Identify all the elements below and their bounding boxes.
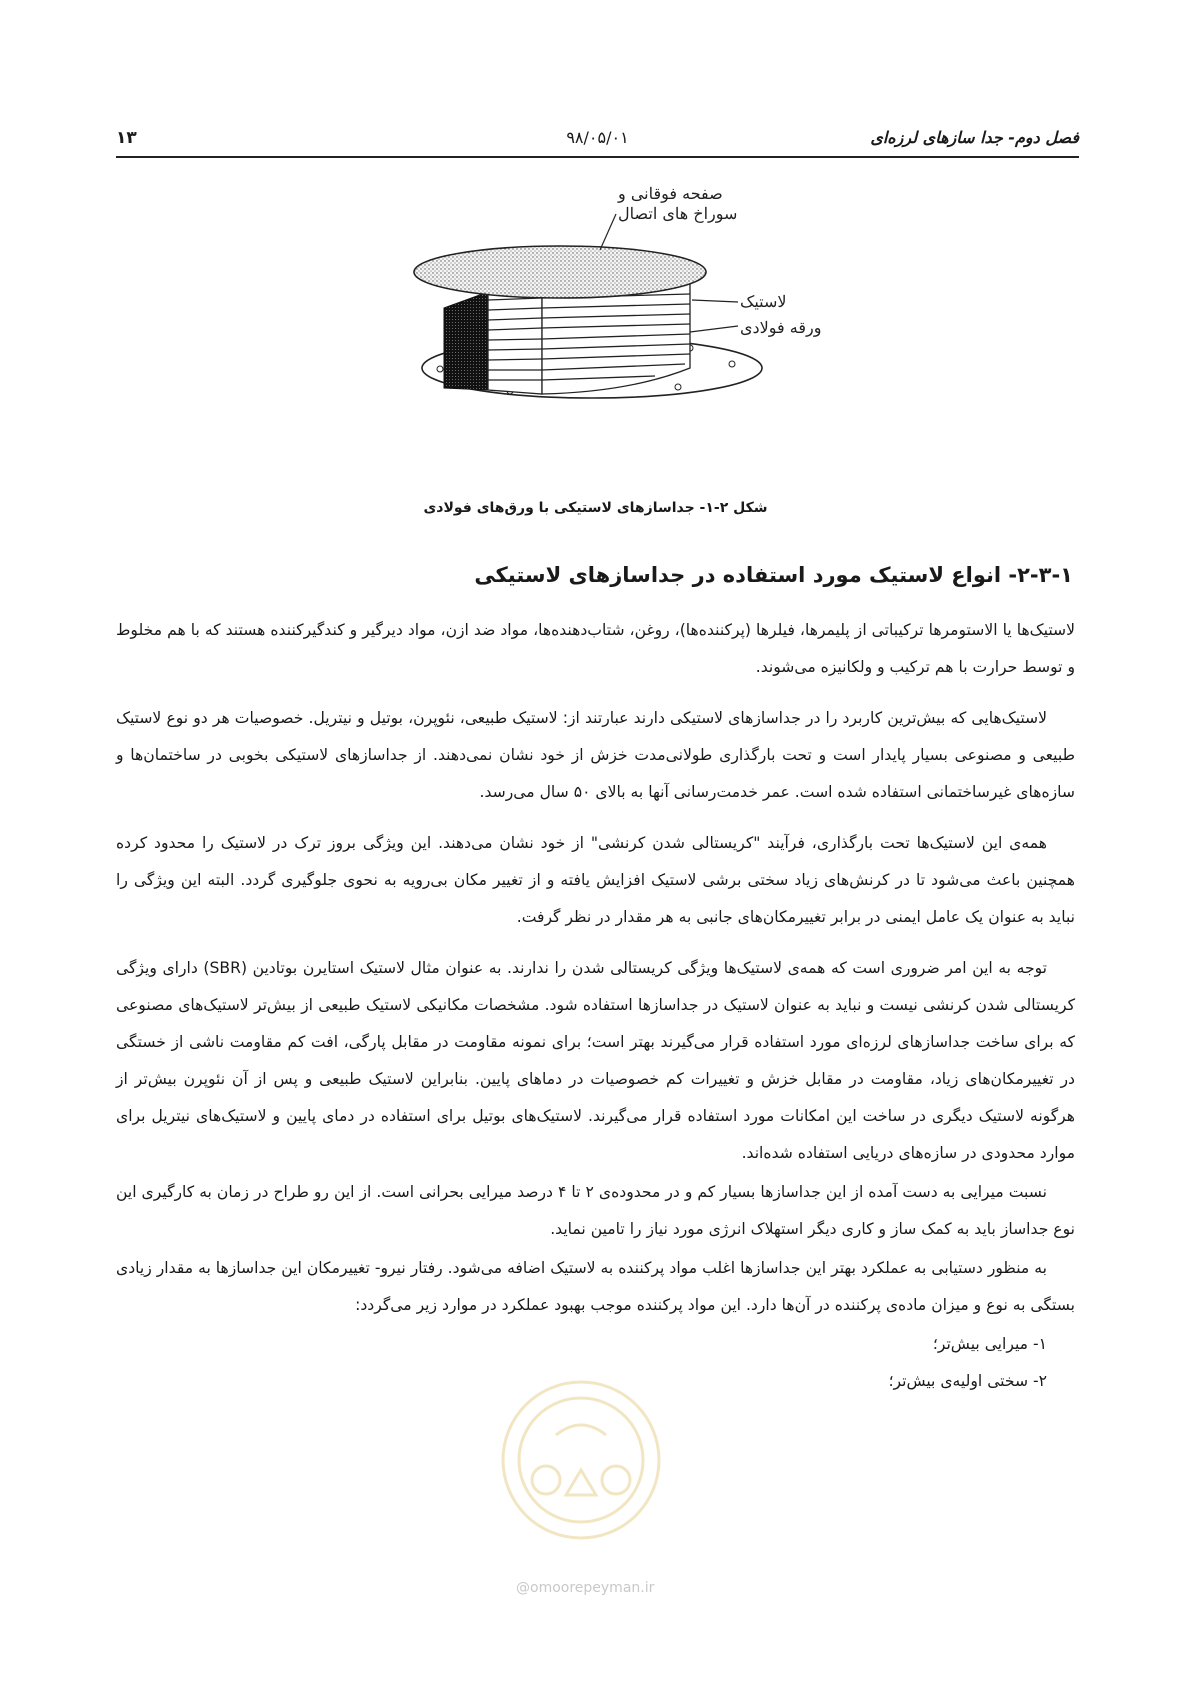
watermark-seal-icon bbox=[496, 1375, 666, 1545]
figure-rubber-isolator bbox=[400, 184, 870, 460]
label-steel: ورقه فولادی bbox=[740, 318, 822, 337]
page-number: ۱۳ bbox=[116, 128, 137, 148]
paragraph: لاستیک‌هایی که بیش‌ترین کاربرد را در جداسازهای لاستیکی دارند عبارتند از: لاستیک طبیعی، نئوپرن، بوتیل و نیتریل. خصوصیات هر دو نوع لاستیک طبیعی و مصنوعی بسیار پایدار است و تحت بارگذاری طولانی‌مدت خزش از خود نشان نمی‌دهند. از جداسازهای لاستیکی بخوبی در ساختمان‌ها و سازه‌های غیرساختمانی استفاده شده است. عمر خدمت‌رسانی آنها به بالای ۵۰ سال می‌رسد. bbox=[116, 709, 1075, 801]
header-rule bbox=[116, 156, 1079, 158]
paragraph: نسبت میرایی به دست آمده از این جداسازها بسیار کم و در محدوده‌ی ۲ تا ۴ درصد میرایی بحرانی است. از این رو طراح در زمان به کارگیری این نوع جداساز باید به کمک ساز و کاری دیگر استهلاک انرژی مورد نیاز را تامین نماید. bbox=[116, 1183, 1075, 1238]
watermark-url: @omoorepeyman.ir bbox=[516, 1580, 655, 1596]
list-item: ۱- میرایی بیش‌تر؛ bbox=[932, 1335, 1047, 1353]
paragraph: توجه به این امر ضروری است که همه‌ی لاستیک‌ها ویژگی کریستالی شدن را ندارند. به عنوان مثال لاستیک استایرن بوتادین (SBR) دارای ویژگی کریستالی شدن کرنشی نیست و نباید به عنوان لاستیک در جداسازها استفاده شود. مشخصات مکانیکی لاستیک طبیعی از بیش‌تر لاستیک‌های مصنوعی که برای ساخت جداسازهای لرزه‌ای مورد استفاده قرار می‌گیرند بهتر است؛ برای نمونه مقاومت در مقابل پارگی، افت کم مقاومت ناشی از خستگی در تغییرمکان‌های زیاد، مقاومت در مقابل خزش و تغییرات کم خصوصیات در دماهای پایین. بنابراین لاستیک طبیعی و پس از آن نئوپرن بیش‌تر از هرگونه لاستیک دیگری در ساخت این امکانات مورد استفاده قرار می‌گیرند. لاستیک‌های بوتیل برای استفاده در دمای پایین و لاستیک‌های نیتریل برای موارد محدودی در سازه‌های دریایی استفاده شده‌اند. bbox=[116, 959, 1075, 1162]
paragraph: لاستیک‌ها یا الاستومرها ترکیباتی از پلیمرها، فیلرها (پرکننده‌ها)، روغن، شتاب‌دهنده‌ها، مواد ضد ازن، مواد دیرگیر و کندگیرکننده هستند که با هم مخلوط و توسط حرارت با هم ترکیب و ولکانیزه می‌شوند. bbox=[116, 621, 1075, 676]
paragraph: همه‌ی این لاستیک‌ها تحت بارگذاری، فرآیند "کریستالی شدن کرنشی" از خود نشان می‌دهند. این ویژگی بروز ترک در لاستیک را محدود کرده همچنین باعث می‌شود تا در کرنش‌های زیاد سختی برشی لاستیک افزایش یافته و از تغییر مکان بی‌رویه به نحوی جلوگیری گردد. البته این ویژگی را نباید به عنوان یک عامل ایمنی در برابر تغییرمکان‌های جانبی به هر مقدار در نظر گرفت. bbox=[116, 834, 1075, 926]
body-text bbox=[116, 612, 1075, 1400]
header-date: ۹۸/۰۵/۰۱ bbox=[566, 128, 629, 147]
page-header bbox=[116, 128, 1079, 162]
paragraph: به منظور دستیابی به عملکرد بهتر این جداسازها اغلب مواد پرکننده به لاستیک اضافه می‌شود. رفتار نیرو- تغییرمکان این جداسازها به مقدار زیادی بستگی به نوع و میزان ماده‌ی پرکننده در آن‌ها دارد. این مواد پرکننده موجب بهبود عملکرد در موارد زیر می‌گردد: bbox=[116, 1259, 1075, 1314]
chapter-title: فصل دوم- جدا سازهای لرزه‌ای bbox=[870, 128, 1079, 147]
label-top-plate: صفحه فوقانی و bbox=[618, 184, 723, 203]
list-item: ۲- سختی اولیه‌ی بیش‌تر؛ bbox=[888, 1372, 1047, 1390]
section-heading: ۲-۳-۱- انواع لاستیک مورد استفاده در جداسازهای لاستیکی bbox=[474, 563, 1073, 587]
figure-caption: شکل ۲-۱- جداسازهای لاستیکی با ورق‌های فولادی bbox=[423, 500, 768, 516]
label-rubber: لاستیک bbox=[740, 292, 787, 311]
label-holes: سوراخ های اتصال bbox=[618, 204, 738, 223]
